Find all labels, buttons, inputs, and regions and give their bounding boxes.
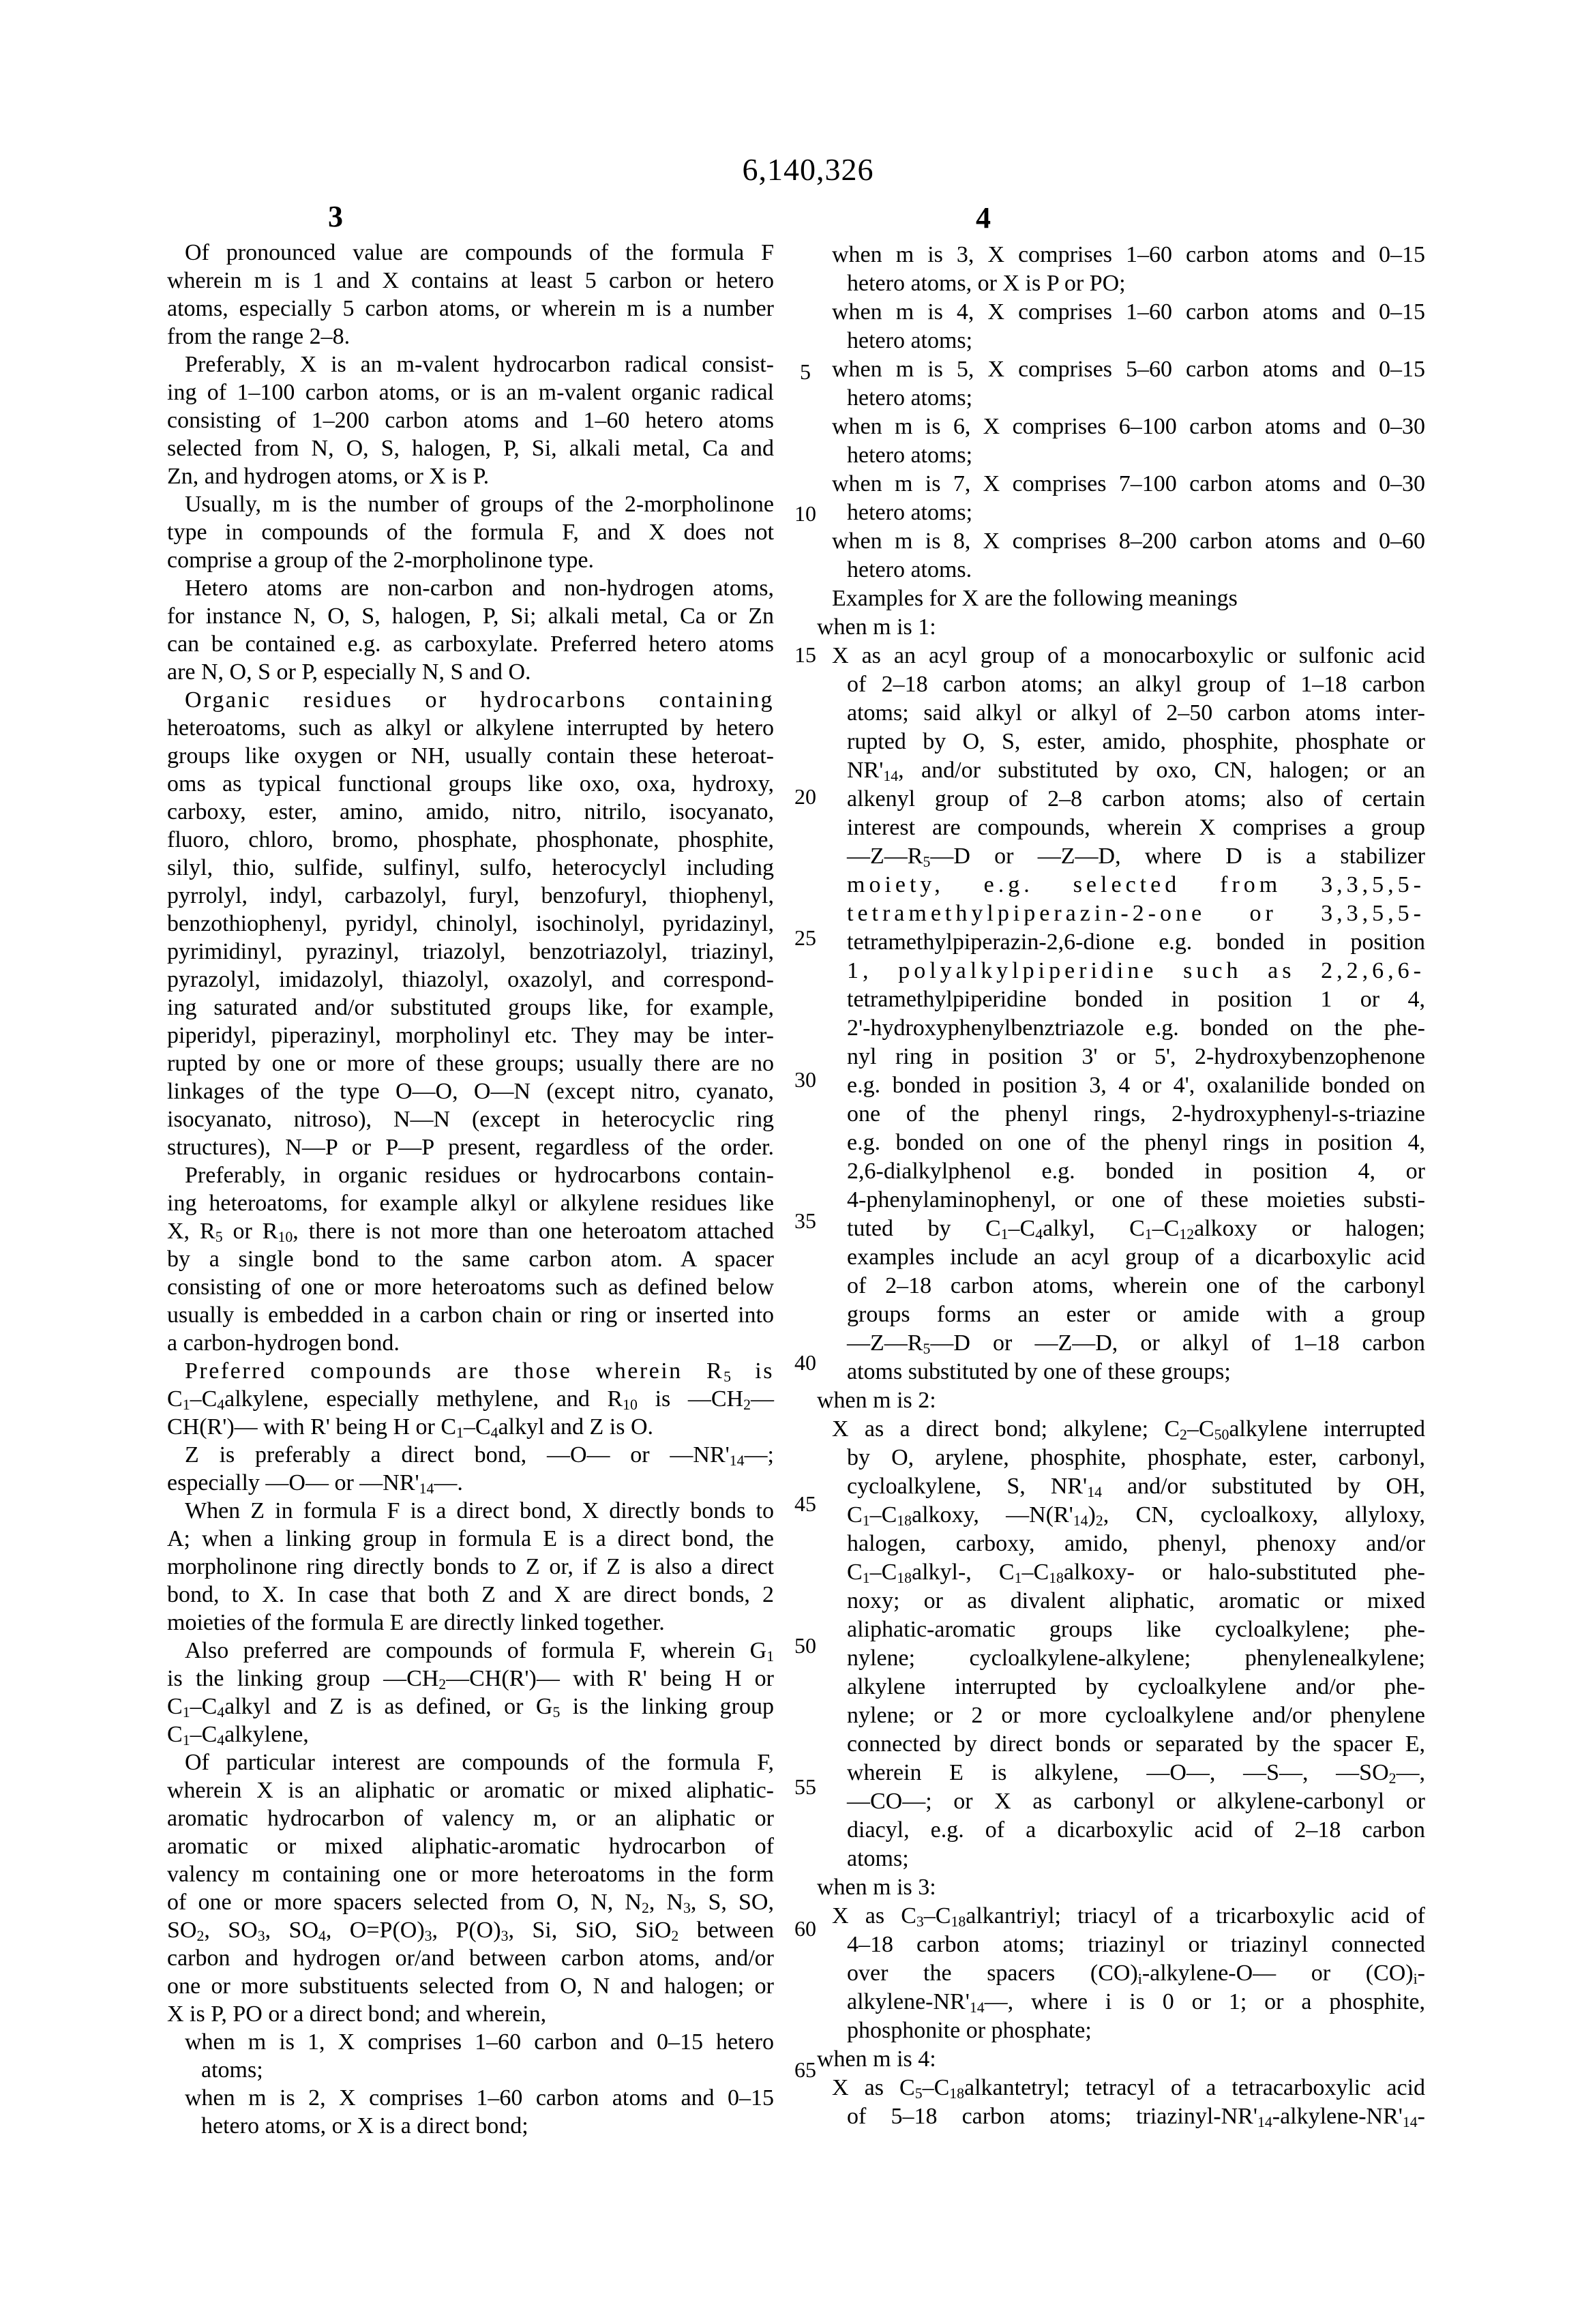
- text-line: alkylene-$NR'_{14}—$, where i is 0 or 1; or a phosphite,: [847, 1989, 1425, 2016]
- subscript: 10: [278, 1228, 293, 1245]
- text-line: wherein m is 1 and X contains at least 5 carbon or hetero: [167, 268, 774, 293]
- subscript: 4: [217, 1731, 225, 1748]
- text-line: alkenyl group of 2–8 carbon atoms; also of certain: [847, 786, 1425, 811]
- text-line: from the range 2–8.: [167, 324, 350, 349]
- text-line: A; when a linking group in formula E is a direct bond, the: [167, 1526, 774, 1551]
- text-line: moieties of the formula E are directly linked together.: [167, 1610, 665, 1635]
- column-left: [167, 239, 774, 2140]
- text-line: $—Z—R_5—D$ or —Z—D, where D is a stabilizer: [847, 844, 1425, 870]
- text-line: groups forms an ester or amide with a group: [847, 1302, 1425, 1327]
- column-right: [817, 241, 1425, 2131]
- line-number: 45: [794, 1491, 816, 1516]
- text-line: $C_1-C_4alkylene$, especially methylene, and $R_{10}$ is $—CH_2—$: [167, 1386, 774, 1413]
- text-line: when m is 2:: [817, 1388, 936, 1413]
- text-line: Also preferred are compounds of formula F, wherein $G_1$: [185, 1638, 774, 1665]
- subscript: 3: [683, 1899, 691, 1916]
- text-line: aromatic or mixed aliphatic-aromatic hydrocarbon of: [167, 1834, 774, 1859]
- text-line: Hetero atoms are non-carbon and non-hydrogen atoms,: [185, 576, 774, 601]
- text-line: connected by direct bonds or separated by the spacer E,: [847, 1731, 1425, 1757]
- text-line: halogen, carboxy, amido, phenyl, phenoxy and/or: [847, 1531, 1425, 1556]
- subscript: 18: [951, 1913, 966, 1930]
- text-line: aromatic hydrocarbon of valency m, or an aliphatic or: [167, 1806, 774, 1831]
- line-number: 55: [794, 1774, 816, 1799]
- text-line: a carbon-hydrogen bond.: [167, 1330, 400, 1356]
- subscript: 4: [490, 1424, 498, 1441]
- text-line: nylene; cycloalkylene-alkylene; phenylenealkylene;: [847, 1645, 1425, 1671]
- text-line: Organic residues or hydrocarbons containing: [185, 687, 774, 713]
- text-line: isocyanato, nitroso), N—N (except in heterocyclic ring: [167, 1107, 774, 1132]
- text-line: atoms;: [201, 2057, 263, 2083]
- subscript: 5: [723, 1368, 732, 1385]
- text-line: over the spacers $(CO)_i-alkylene-O—$ or $(CO)_i-$: [847, 1961, 1425, 1987]
- text-line: When Z in formula F is a direct bond, X directly bonds to: [185, 1498, 774, 1523]
- text-line: atoms; said alkyl or alkyl of 2–50 carbon atoms inter-: [847, 700, 1425, 726]
- subscript: 1: [1000, 1225, 1009, 1242]
- subscript: 2: [438, 1675, 447, 1693]
- subscript: 14: [1402, 2113, 1418, 2130]
- text-line: Of pronounced value are compounds of the formula F: [185, 240, 774, 265]
- text-line: valency m containing one or more heteroatoms in the form: [167, 1862, 774, 1887]
- text-line: when m is 7, X comprises 7–100 carbon atoms and 0–30: [832, 471, 1425, 496]
- subscript: 14: [883, 767, 899, 784]
- line-number: 65: [794, 2057, 816, 2082]
- column-number-right: 4: [976, 201, 991, 235]
- text-line: groups like oxygen or NH, usually contain these heteroat-: [167, 743, 774, 769]
- subscript: 2: [1388, 1770, 1397, 1787]
- text-line: phosphonite or phosphate;: [847, 2018, 1092, 2043]
- subscript: 1: [766, 1648, 774, 1665]
- text-line: hetero atoms, or X is P or PO;: [847, 271, 1126, 296]
- line-number: 40: [794, 1350, 816, 1375]
- text-line: alkylene interrupted by cycloalkylene and/or phe-: [847, 1674, 1425, 1699]
- subscript: 10: [623, 1396, 638, 1413]
- text-line: tetramethylpiperazin-2,6-dione e.g. bonded in position: [847, 929, 1425, 955]
- text-line: Z is preferably a direct bond, —O— or $—NR'_{14}—$;: [185, 1442, 774, 1469]
- text-line: fluoro, chloro, bromo, phosphate, phosphonate, phosphite,: [167, 827, 774, 852]
- text-line: when m is 8, X comprises 8–200 carbon atoms and 0–60: [832, 528, 1425, 554]
- subscript: 4: [217, 1396, 225, 1413]
- text-line: structures), N—P or P—P present, regardless of the order.: [167, 1135, 774, 1160]
- text-line: e.g. bonded in position 3, 4 or 4', oxalanilide bonded on: [847, 1073, 1425, 1098]
- text-line: 1, polyalkylpiperidine such as 2,2,6,6-: [847, 958, 1425, 983]
- subscript: 14: [1257, 2113, 1272, 2130]
- subscript: 4: [217, 1703, 225, 1720]
- subscript: i: [1413, 1970, 1418, 1987]
- text-line: X as a direct bond; alkylene; $C_2-C_{50}alkylene$ interrupted: [832, 1416, 1425, 1443]
- text-line: atoms substituted by one of these groups;: [847, 1359, 1231, 1384]
- subscript: 50: [1214, 1426, 1229, 1443]
- text-line: $—Z—R_5—D$ or —Z—D, or alkyl of 1–18 carbon: [847, 1330, 1425, 1357]
- text-line: 2,6-dialkylphenol e.g. bonded in position 4, or: [847, 1159, 1425, 1184]
- text-line: is the linking group $—CH_2—CH(R')—$ with R' being H or: [167, 1666, 774, 1693]
- text-line: rupted by O, S, ester, amido, phosphite, phosphate or: [847, 729, 1425, 754]
- text-line: of 2–18 carbon atoms, wherein one of the carbonyl: [847, 1273, 1425, 1298]
- subscript: 18: [1049, 1569, 1064, 1586]
- text-line: tuted by $C_1-C_4alkyl$, $C_1-C_{12}alkoxy$ or halogen;: [847, 1216, 1425, 1242]
- text-line: benzothiophenyl, pyridyl, chinolyl, isochinolyl, pyridazinyl,: [167, 911, 774, 936]
- text-line: atoms;: [847, 1846, 909, 1871]
- text-line: e.g. bonded on one of the phenyl rings in position 4,: [847, 1130, 1425, 1155]
- text-line: when m is 6, X comprises 6–100 carbon atoms and 0–30: [832, 414, 1425, 439]
- text-line: for instance N, O, S, halogen, P, Si; alkali metal, Ca or Zn: [167, 604, 774, 629]
- text-line: pyrazolyl, imidazolyl, thiazolyl, oxazolyl, and correspond-: [167, 967, 774, 992]
- patent-number: 6,140,326: [742, 152, 874, 187]
- text-line: especially —O— or $—NR'_{14}—$.: [167, 1470, 463, 1497]
- text-line: X is P, PO or a direct bond; and wherein,: [167, 2001, 547, 2027]
- text-line: X as an acyl group of a monocarboxylic or sulfonic acid: [832, 643, 1425, 668]
- subscript: 4: [318, 1927, 326, 1944]
- text-line: are N, O, S or P, especially N, S and O.: [167, 659, 531, 685]
- subscript: 1: [456, 1424, 464, 1441]
- subscript: 1: [1144, 1225, 1152, 1242]
- text-line: ing saturated and/or substituted groups like, for example,: [167, 995, 774, 1020]
- subscript: 2: [641, 1899, 649, 1916]
- line-number: 25: [794, 925, 816, 950]
- text-line: tetramethylpiperazin-2-one or 3,3,5,5-: [847, 901, 1425, 926]
- line-number: 10: [794, 501, 816, 526]
- line-number: 30: [794, 1067, 816, 1092]
- subscript: 1: [182, 1396, 190, 1413]
- subscript: 1: [1014, 1569, 1022, 1586]
- subscript: 5: [552, 1703, 561, 1720]
- text-line: when m is 4:: [817, 2046, 936, 2072]
- text-line: Preferably, in organic residues or hydrocarbons contain-: [185, 1163, 774, 1188]
- text-line: usually is embedded in a carbon chain or ring or inserted into: [167, 1302, 774, 1328]
- subscript: 1: [862, 1569, 870, 1586]
- text-line: morpholinone ring directly bonds to Z or, if Z is also a direct: [167, 1554, 774, 1579]
- text-line: oms as typical functional groups like oxo, oxa, hydroxy,: [167, 771, 774, 796]
- text-line: hetero atoms;: [847, 385, 973, 411]
- line-number: 50: [794, 1633, 816, 1658]
- text-line: hetero atoms, or X is a direct bond;: [201, 2113, 528, 2139]
- subscript: 3: [916, 1913, 924, 1930]
- subscript: i: [1137, 1970, 1142, 1987]
- text-line: Zn, and hydrogen atoms, or X is P.: [167, 464, 490, 489]
- text-line: hetero atoms.: [847, 557, 972, 582]
- text-line: of 5–18 carbon atoms; triazinyl-$NR'_{14}-alkylene-NR'_{14}-$: [847, 2104, 1425, 2130]
- text-line: bond, to X. In case that both Z and X are direct bonds, 2: [167, 1582, 774, 1607]
- line-number: 60: [794, 1916, 816, 1941]
- text-line: wherein X is an aliphatic or aromatic or mixed aliphatic-: [167, 1778, 774, 1803]
- subscript: 5: [923, 853, 931, 870]
- text-line: $C_1-C_4alkylene$,: [167, 1722, 309, 1748]
- text-line: Examples for X are the following meanings: [832, 586, 1238, 611]
- text-line: Preferred compounds are those wherein $R_5$ is: [185, 1358, 774, 1385]
- text-line: CH(R')— with R' being H or $C_1-C_4alkyl$ and Z is O.: [167, 1414, 654, 1441]
- text-line: aliphatic-aromatic groups like cycloalkylene; phe-: [847, 1617, 1425, 1642]
- text-line: hetero atoms;: [847, 328, 973, 353]
- text-line: one of the phenyl rings, 2-hydroxyphenyl-s-triazine: [847, 1101, 1425, 1127]
- text-line: Preferably, X is an m-valent hydrocarbon radical consist-: [185, 352, 774, 377]
- text-line: of 2–18 carbon atoms; an alkyl group of 1–18 carbon: [847, 672, 1425, 697]
- line-number: 35: [794, 1208, 816, 1233]
- text-line: when m is 3:: [817, 1875, 936, 1900]
- text-line: X as $C_3-C_{18}alkantriyl$; triacyl of a tricarboxylic acid of: [832, 1903, 1425, 1930]
- text-line: when m is 1, X comprises 1–60 carbon and 0–15 hetero: [185, 2029, 774, 2055]
- text-line: ing heteroatoms, for example alkyl or alkylene residues like: [167, 1191, 774, 1216]
- text-line: X, $R_5$ or $R_{10}$, there is not more than one heteroatom attached: [167, 1219, 774, 1245]
- text-line: —CO—; or X as carbonyl or alkylene-carbonyl or: [847, 1789, 1425, 1814]
- subscript: 14: [419, 1480, 434, 1497]
- text-line: of one or more spacers selected from O, N, $N_2$, $N_3$, S, SO,: [167, 1890, 774, 1916]
- subscript: 2: [743, 1396, 751, 1413]
- text-line: selected from N, O, S, halogen, P, Si, alkali metal, Ca and: [167, 436, 774, 461]
- text-line: 2'-hydroxyphenylbenztriazole e.g. bonded on the phe-: [847, 1015, 1425, 1041]
- subscript: 12: [1179, 1225, 1195, 1242]
- subscript: 3: [257, 1927, 265, 1944]
- text-line: consisting of one or more heteroatoms such as defined below: [167, 1275, 774, 1300]
- subscript: 14: [1087, 1483, 1102, 1500]
- text-line: carbon and hydrogen or/and between carbon atoms, and/or: [167, 1946, 774, 1971]
- text-line: when m is 5, X comprises 5–60 carbon atoms and 0–15: [832, 357, 1425, 382]
- text-line: when m is 2, X comprises 1–60 carbon atoms and 0–15: [185, 2085, 774, 2111]
- subscript: 3: [424, 1927, 432, 1944]
- text-line: hetero atoms;: [847, 443, 973, 468]
- subscript: 2: [196, 1927, 205, 1944]
- line-number: 15: [794, 642, 816, 667]
- text-line: one or more substituents selected from O, N and halogen; or: [167, 1973, 774, 1999]
- text-line: when m is 1:: [817, 614, 936, 640]
- subscript: 1: [182, 1731, 190, 1748]
- subscript: 3: [501, 1927, 509, 1944]
- subscript: 1: [182, 1703, 190, 1720]
- text-line: $C_1-C_{18}alkyl-$, $C_1-C_{18}alkoxy-$ or halo-substituted phe-: [847, 1560, 1426, 1586]
- text-line: piperidyl, piperazinyl, morpholinyl etc. They may be inter-: [167, 1023, 774, 1048]
- text-line: examples include an acyl group of a dicarboxylic acid: [847, 1245, 1425, 1270]
- subscript: 14: [1073, 1512, 1088, 1529]
- text-line: 4–18 carbon atoms; triazinyl or triazinyl connected: [847, 1932, 1425, 1957]
- text-line: rupted by one or more of these groups; usually there are no: [167, 1051, 774, 1076]
- text-line: $C_1-C_4alkyl$ and Z is as defined, or $G_5$ is the linking group: [167, 1694, 774, 1720]
- text-line: $NR'_{14}$, and/or substituted by oxo, CN, halogen; or an: [847, 758, 1425, 784]
- text-line: pyrimidinyl, pyrazinyl, triazolyl, benzotriazolyl, triazinyl,: [167, 939, 774, 964]
- text-line: $SO_2$, $SO_3$, $SO_4$, $O=P(O)_3$, $P(O)_3$, Si, SiO, SiO$_2$ between: [167, 1918, 774, 1944]
- text-line: carboxy, ester, amino, amido, nitro, nitrilo, isocyanato,: [167, 799, 774, 824]
- text-line: wherein E is alkylene, —O—, —S—, $—SO_2—$,: [847, 1760, 1425, 1787]
- subscript: 2: [1180, 1426, 1187, 1443]
- subscript: 5: [923, 1340, 931, 1357]
- line-number: 5: [800, 359, 811, 384]
- text-line: atoms, especially 5 carbon atoms, or wherein m is a number: [167, 296, 774, 321]
- text-line: by O, arylene, phosphite, phosphate, ester, carbonyl,: [847, 1445, 1425, 1470]
- subscript: 1: [862, 1512, 870, 1529]
- text-line: interest are compounds, wherein X comprises a group: [847, 815, 1425, 840]
- text-line: noxy; or as divalent aliphatic, aromatic or mixed: [847, 1588, 1425, 1613]
- column-number-left: 3: [328, 200, 343, 233]
- text-line: diacyl, e.g. of a dicarboxylic acid of 2–18 carbon: [847, 1817, 1425, 1843]
- text-line: Of particular interest are compounds of the formula F,: [185, 1750, 774, 1775]
- text-line: silyl, thio, sulfide, sulfinyl, sulfo, heterocyclyl including: [167, 855, 774, 880]
- text-line: nyl ring in position 3' or 5', 2-hydroxybenzophenone: [847, 1044, 1425, 1069]
- text-line: when m is 4, X comprises 1–60 carbon atoms and 0–15: [832, 299, 1425, 325]
- text-line: type in compounds of the formula F, and X does not: [167, 520, 774, 545]
- subscript: 18: [949, 2085, 964, 2102]
- subscript: 5: [215, 1228, 223, 1245]
- subscript: 2: [1095, 1512, 1103, 1529]
- text-line: Usually, m is the number of groups of the 2-morpholinone: [185, 492, 774, 517]
- subscript: 4: [1035, 1225, 1043, 1242]
- subscript: 14: [969, 1999, 985, 2016]
- text-line: X as $C_5-C_{18}alkantetryl$; tetracyl of a tetracarboxylic acid: [832, 2075, 1425, 2102]
- text-line: by a single bond to the same carbon atom. A spacer: [167, 1247, 774, 1272]
- text-line: nylene; or 2 or more cycloalkylene and/or phenylene: [847, 1703, 1425, 1728]
- text-line: when m is 3, X comprises 1–60 carbon atoms and 0–15: [832, 242, 1425, 267]
- subscript: 14: [729, 1452, 745, 1469]
- text-line: can be contained e.g. as carboxylate. Preferred hetero atoms: [167, 631, 774, 657]
- text-line: consisting of 1–200 carbon atoms and 1–60 hetero atoms: [167, 408, 774, 433]
- text-line: comprise a group of the 2-morpholinone type.: [167, 548, 595, 573]
- text-line: moiety, e.g. selected from 3,3,5,5-: [847, 872, 1425, 897]
- text-line: heteroatoms, such as alkyl or alkylene interrupted by hetero: [167, 715, 774, 741]
- subscript: 2: [671, 1927, 679, 1944]
- text-line: $C_1-C_{18}alkoxy$, $—N(R'_{14})_2$, CN, cycloalkoxy, allyloxy,: [847, 1502, 1425, 1529]
- text-line: cycloalkylene, S, $NR'_{14}$ and/or substituted by OH,: [847, 1474, 1425, 1500]
- text-line: tetramethylpiperidine bonded in position 1 or 4,: [847, 987, 1425, 1012]
- text-line: linkages of the type O—O, O—N (except nitro, cyanato,: [167, 1079, 774, 1104]
- subscript: 18: [897, 1512, 912, 1529]
- text-line: pyrrolyl, indyl, carbazolyl, furyl, benzofuryl, thiophenyl,: [167, 883, 774, 908]
- text-line: ing of 1–100 carbon atoms, or is an m-valent organic radical: [167, 380, 774, 405]
- text-line: 4-phenylaminophenyl, or one of these moieties substi-: [847, 1187, 1425, 1212]
- line-number: 20: [794, 784, 816, 809]
- subscript: 5: [914, 2085, 923, 2102]
- text-line: hetero atoms;: [847, 500, 973, 525]
- subscript: 18: [897, 1569, 912, 1586]
